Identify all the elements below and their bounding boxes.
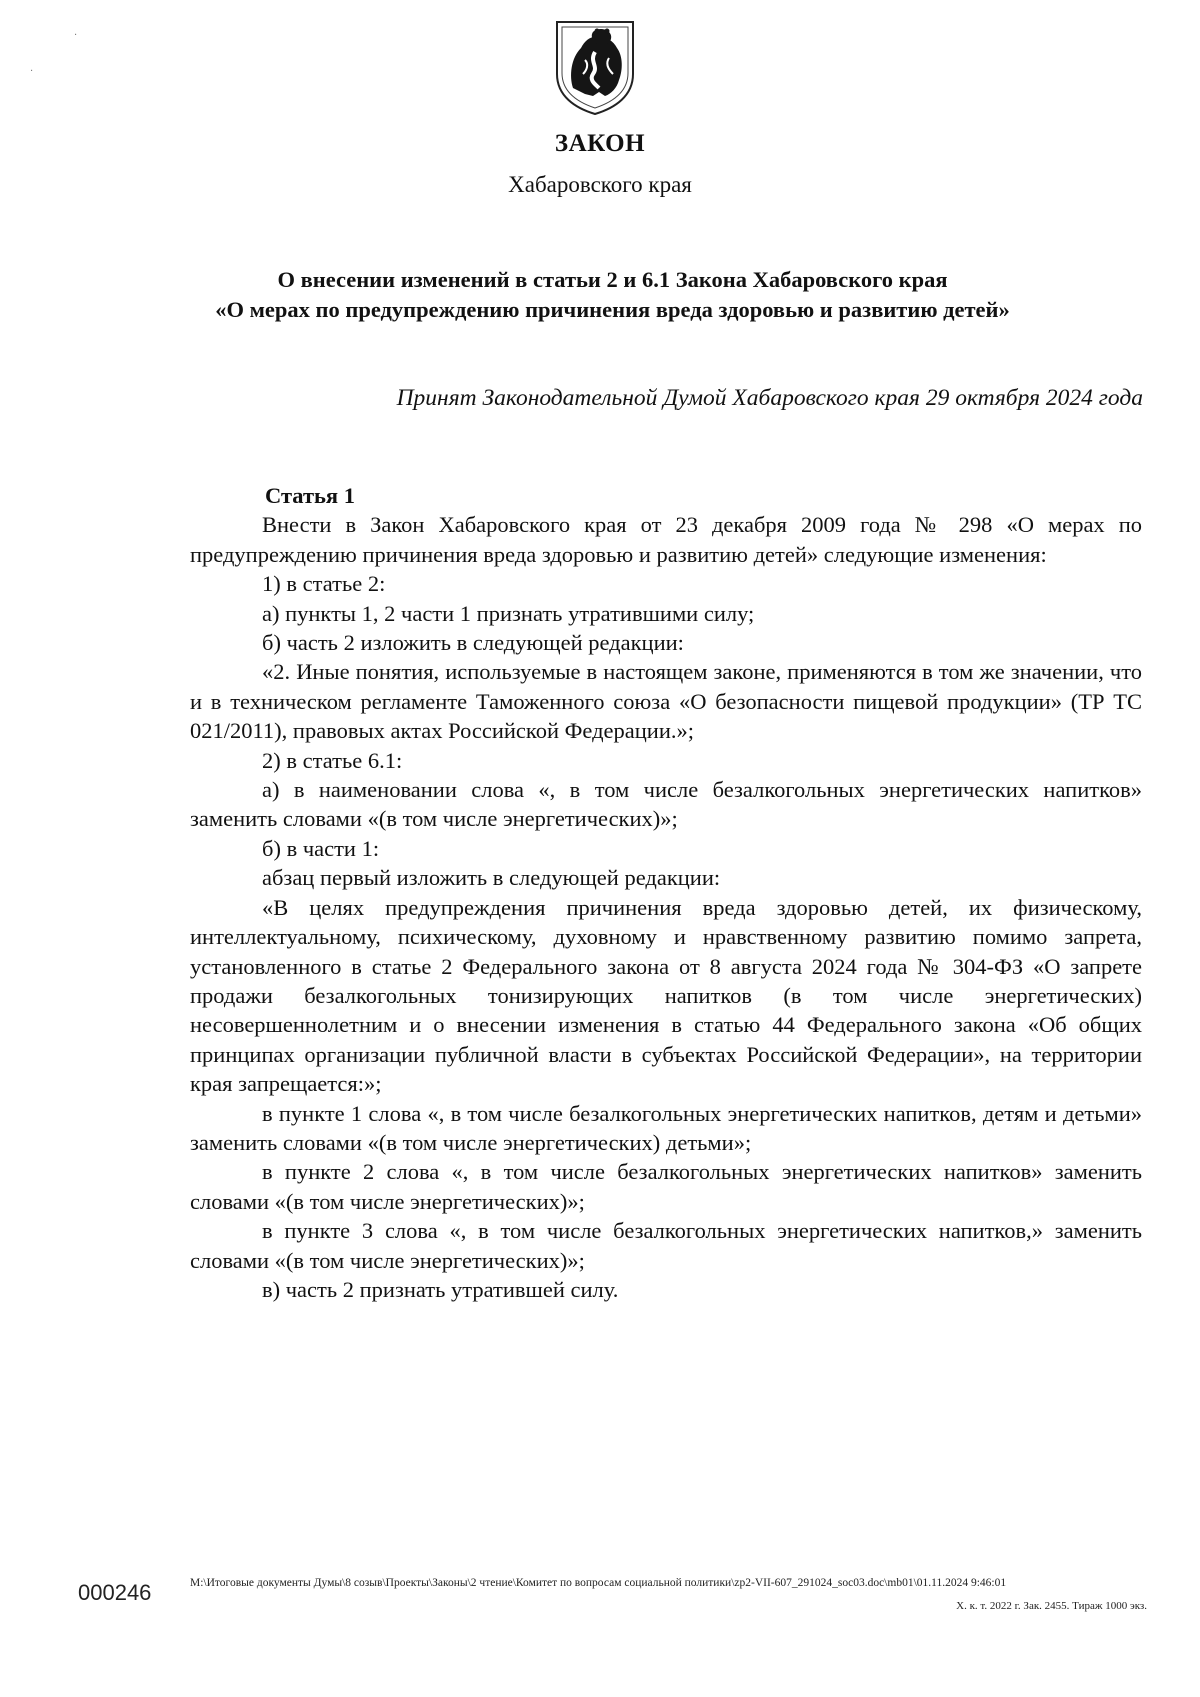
paragraph: «В целях предупреждения причинения вреда здоровью детей, их физическому, интеллектуальному, психическому, духовному и нравственному развитию помимо запрета, установленного в статье 2 Федерального закона от 8 августа 2024 года № 304-ФЗ «О запрете продажи безалкогольных тонизирующих напитков (в том числе энергетических) несовершеннолетним и о внесении изменения в статью 44 Федерального закона «Об общих принципах организации публичной власти в субъектах Российской Федерации», на территории края запрещается:»; — [190, 894, 1142, 1097]
paragraph: в пункте 3 слова «, в том числе безалкогольных энергетических напитков,» заменить словами «(в том числе энергетических)»; — [190, 1218, 1142, 1273]
law-title: ЗАКОН — [554, 130, 646, 157]
paragraph: абзац первый изложить в следующей редакции: — [262, 865, 721, 891]
law-heading-line-2: «О мерах по предупреждению причинения вреда здоровью и развитию детей» — [215, 297, 1010, 322]
coat-of-arms-emblem — [553, 18, 637, 116]
paragraph: 2) в статье 6.1: — [262, 747, 403, 773]
scan-speck: · — [74, 30, 78, 41]
khabarovsk-krai-coat-of-arms-icon — [553, 18, 637, 116]
print-info: Х. к. т. 2022 г. Зак. 2455. Тираж 1000 экз. — [956, 1600, 1147, 1612]
article-title: Статья 1 — [265, 483, 355, 508]
paragraph: «2. Иные понятия, используемые в настоящем законе, применяются в том же значении, что и в техническом регламенте Таможенного союза «О безопасности пищевой продукции» (ТР ТС 021/2011), правовых актах Российской Федерации.»; — [190, 659, 1142, 744]
paragraph: в) часть 2 признать утратившей силу. — [262, 1276, 619, 1302]
paragraph: Внести в Закон Хабаровского края от 23 декабря 2009 года № 298 «О мерах по предупреждению причинения вреда здоровью и развитию детей» следующие изменения: — [190, 512, 1142, 567]
law-heading-line-1: О внесении изменений в статьи 2 и 6.1 Закона Хабаровского края — [277, 267, 948, 292]
paragraph: в пункте 2 слова «, в том числе безалкогольных энергетических напитков» заменить словами «(в том числе энергетических)»; — [190, 1159, 1142, 1214]
paragraph: а) пункты 1, 2 части 1 признать утратившими силу; — [262, 600, 755, 626]
document-number: 000246 — [78, 1580, 152, 1605]
paragraph: а) в наименовании слова «, в том числе безалкогольных энергетических напитков» заменить словами «(в том числе энергетических)»; — [190, 777, 1142, 832]
paragraph: б) в части 1: — [262, 835, 380, 861]
paragraph: 1) в статье 2: — [262, 571, 386, 597]
adoption-note: Принят Законодательной Думой Хабаровского края 29 октября 2024 года — [396, 385, 1143, 411]
file-path: M:\Итоговые документы Думы\8 созыв\Проекты\Законы\2 чтение\Комитет по вопросам социальной политики\zp2-VII-607_291024_soc03.doc\mb01\01.11.2024 9:46:01 — [190, 1577, 1007, 1589]
law-region: Хабаровского края — [508, 172, 692, 197]
law-heading — [190, 265, 1035, 325]
scan-speck: · — [30, 66, 34, 77]
paragraph: в пункте 1 слова «, в том числе безалкогольных энергетических напитков, детям и детьми» заменить словами «(в том числе энергетических) детьми»; — [190, 1100, 1142, 1155]
paragraph: б) часть 2 изложить в следующей редакции: — [262, 630, 684, 656]
law-body — [190, 481, 1142, 1304]
